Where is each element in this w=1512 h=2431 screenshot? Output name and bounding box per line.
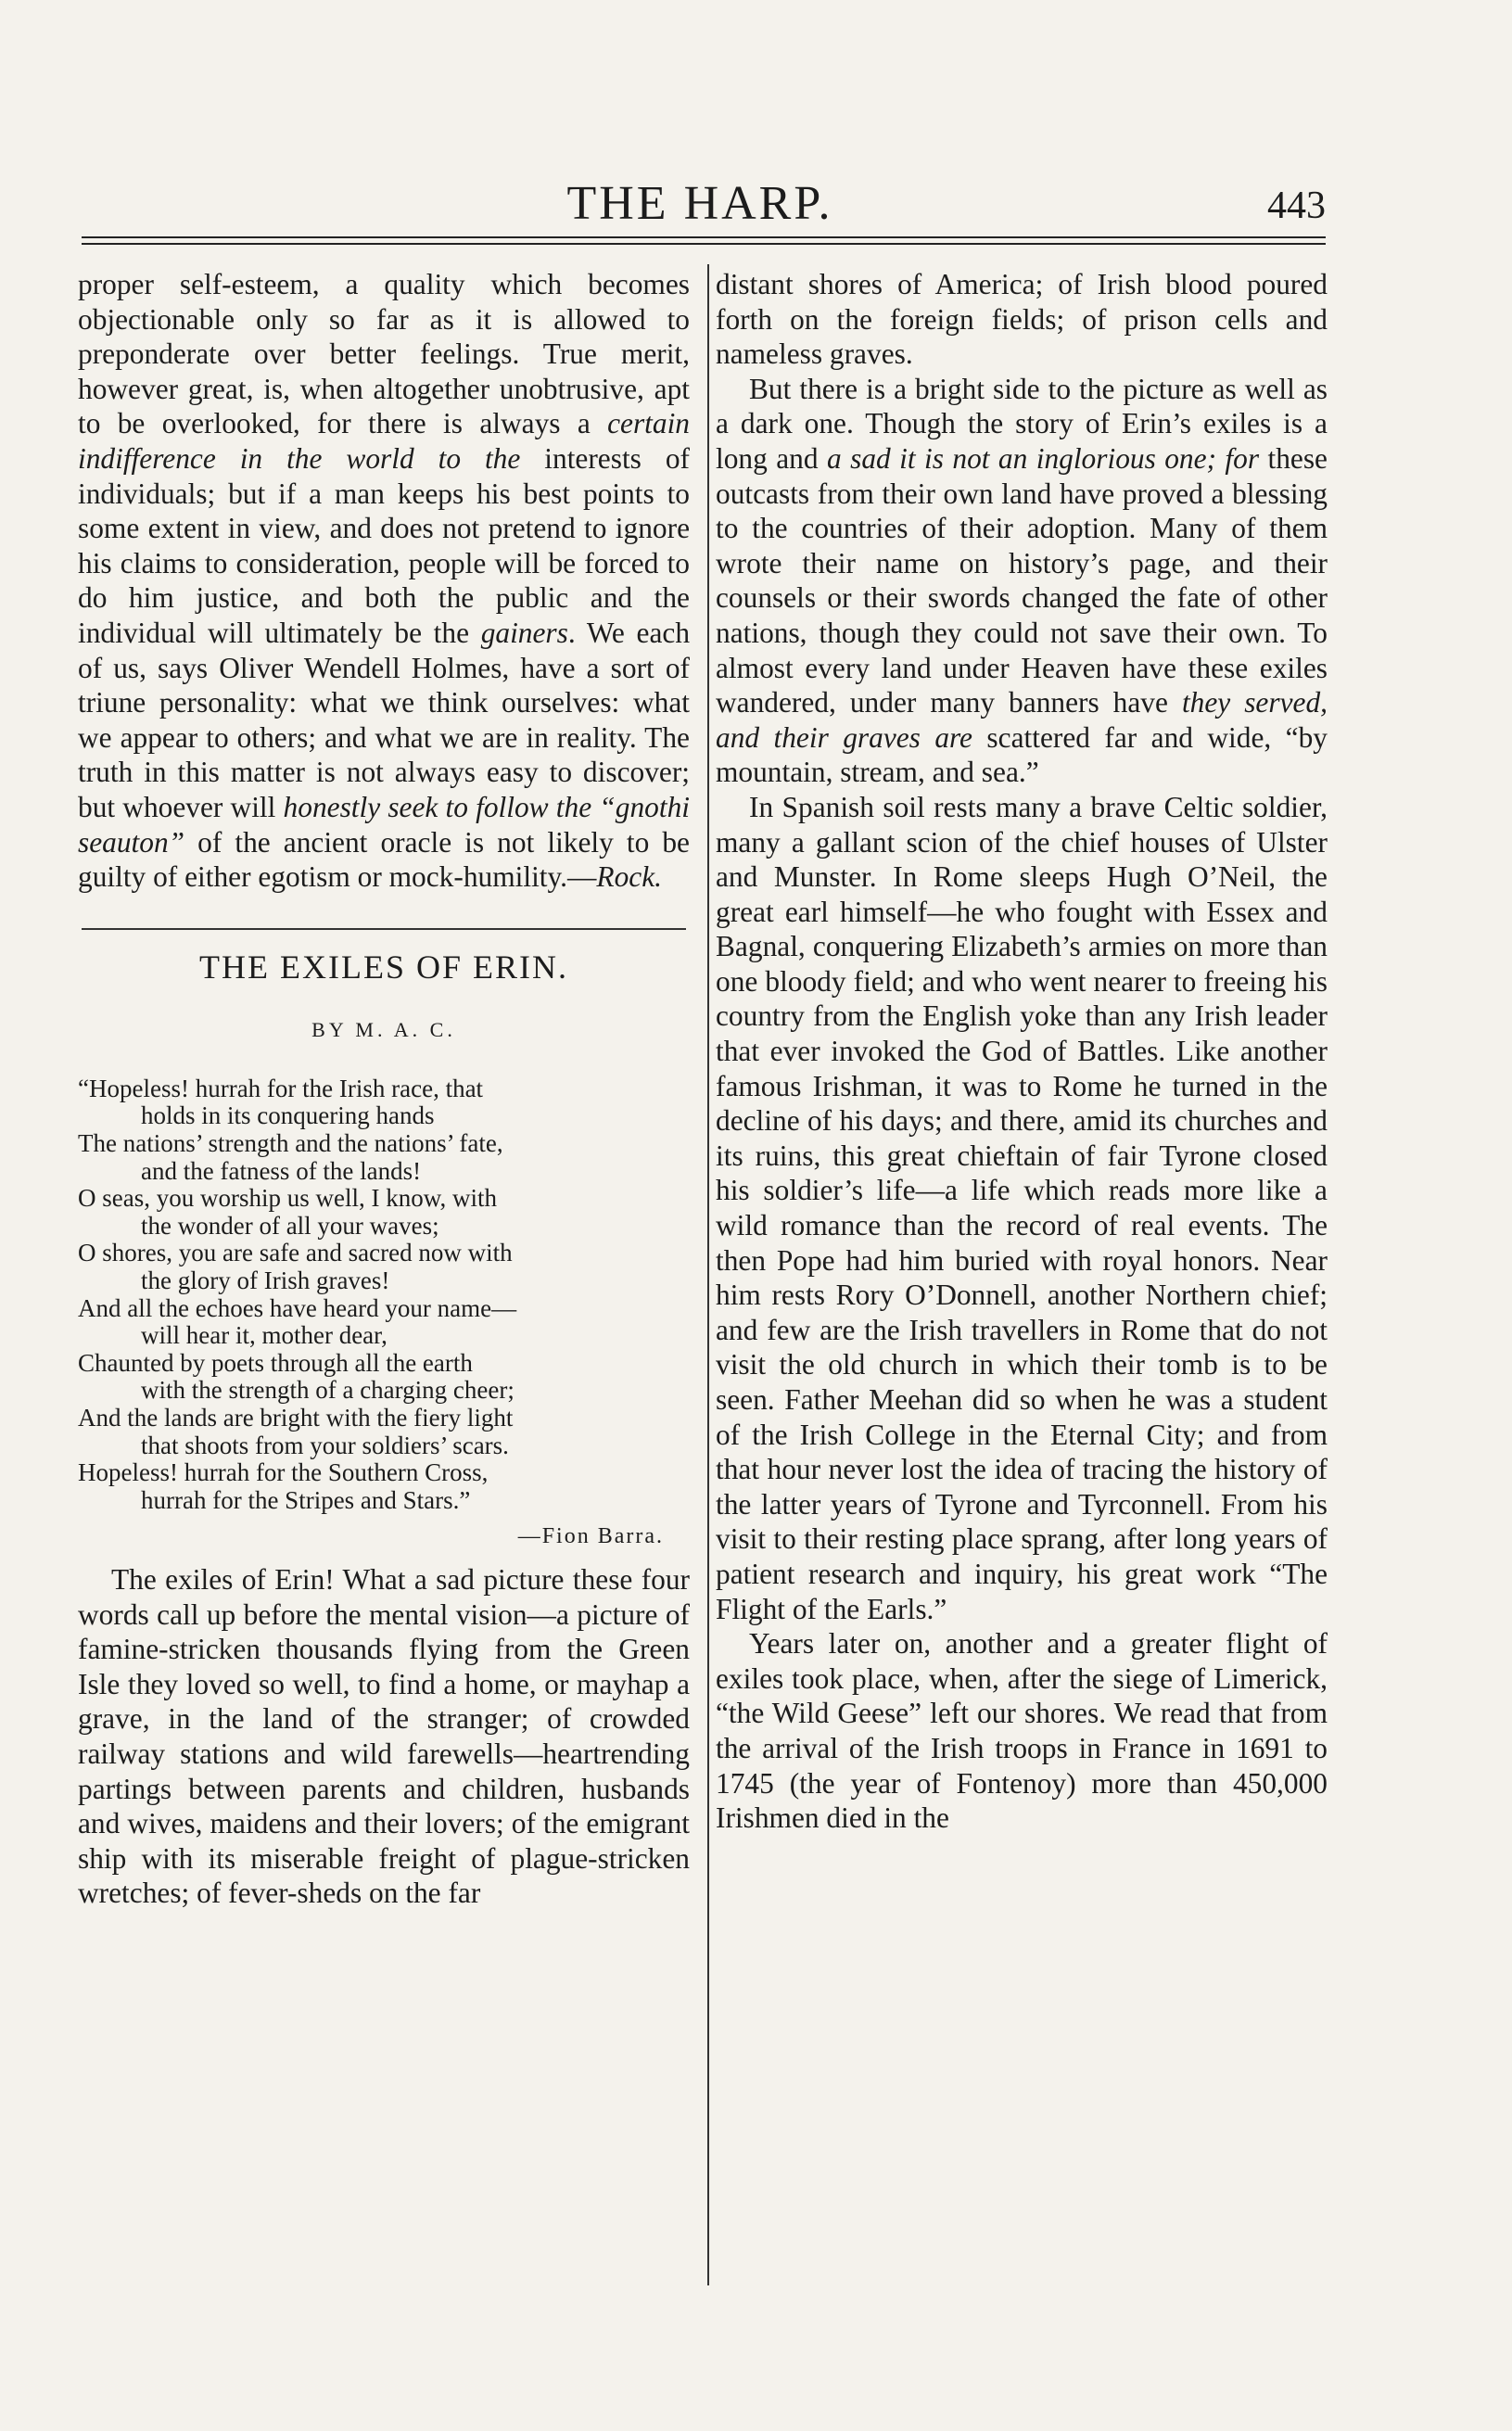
poem-line: with the strength of a charging cheer; xyxy=(141,1376,515,1405)
poem-line: holds in its conquering hands xyxy=(141,1101,435,1130)
poem-line: the wonder of all your waves; xyxy=(141,1211,439,1240)
poem-attribution: —Fion Barra. xyxy=(517,1524,664,1549)
intro-signature: Rock. xyxy=(596,860,663,894)
p2-text-3: scattered far and wide, “by mountain, stream, and sea.” xyxy=(716,720,1328,789)
intro-italic-3: honestly seek to follow the “gnothi seauton” xyxy=(78,790,690,859)
column-divider xyxy=(707,264,709,2285)
left-column xyxy=(78,267,690,1911)
intro-text-2: interests of individuals; but if a man keeps his best points to some extent in view, and does not pretend to ignore his claims to consideration, people will be forced to do him justice, and both the public and the individual will ultimately be the xyxy=(78,441,690,649)
body-paragraph-3: In Spanish soil rests many a brave Celtic soldier, many a gallant scion of the chief houses of Ulster and Munster. In Rome sleeps Hugh O’Neil, the great earl himself—he who fought with Essex and Bagnal, conquering Elizabeth’s armies on more than one bloody field; and who went nearer to freeing his country from the English yoke than any Irish leader that ever invoked the God of Battles. Like another famous Irishman, it was to Rome he turned in the decline of his days; and there, amid its churches and its ruins, this great chieftain of fair Tyrone closed his soldier’s life—a life which reads more like a wild romance than the record of real events. The then Pope had him buried with royal honors. Near him rests Rory O’Donnell, another Northern chief; and few are the Irish travellers in Rome that do not visit the old church in which their tomb is to be seen. Father Meehan did so when he was a student of the Irish College in the Eternal City; and from that hour never lost the idea of tracing the history of the latter years of Tyrone and Tyrconnell. From his visit to their resting place sprang, after long years of patient research and inquiry, his great work “The Flight of the Earls.” xyxy=(716,790,1328,1625)
body-paragraph-4: Years later on, another and a greater flight of exiles took place, when, after the siege of Limerick, “the Wild Geese” left our shores. We read that from the arrival of the Irish troops in France in 1691 to 1745 (the year of Fontenoy) more than 450,000 Irishmen died in the xyxy=(716,1627,1328,1835)
poem-line: And the lands are bright with the fiery light xyxy=(78,1404,514,1432)
article-title: THE EXILES OF ERIN. xyxy=(199,948,568,986)
poem-line: O seas, you worship us well, I know, with xyxy=(78,1184,497,1213)
p2-text-1: But there is a bright side to the picture as well as a dark one. Though the story of Erin’s exiles is a long and xyxy=(716,372,1328,475)
p2-text-2: these outcasts from their own land have proved a blessing to the countries of their adoption. Many of them wrote their name on history’s page, and their counsels or their swords changed the fate of other nations, though they could not save their own. To almost every land under Heaven have these exiles wandered, under many banners have xyxy=(716,441,1328,719)
intro-text-1: proper self-esteem, a quality which becomes objectionable only so far as it is allowed to preponderate over better feelings. True merit, however great, is, when altogether unobtrusive, apt to be overlooked, for there is always a xyxy=(78,268,690,440)
right-column xyxy=(716,267,1328,1836)
poem-line: the glory of Irish graves! xyxy=(141,1266,390,1295)
poem-line: that shoots from your soldiers’ scars. xyxy=(141,1431,509,1459)
section-divider xyxy=(82,928,686,930)
poem-line: Chaunted by poets through all the earth xyxy=(78,1348,473,1377)
header-rule-top xyxy=(82,236,1326,238)
poem-line: O shores, you are safe and sacred now with xyxy=(78,1239,513,1267)
poem-line: Hopeless! hurrah for the Southern Cross, xyxy=(78,1458,489,1487)
article-body-paragraph: The exiles of Erin! What a sad picture these four words call up before the mental vision—a picture of famine-stricken thousands flying from the Green Isle they loved so well, to find a home, or mayhap a grave, in the land of the stranger; of crowded railway stations and wild farewells—heartrending partings between parents and children, husbands and wives, maidens and their lovers; of the emigrant ship with its miserable freight of plague-stricken wretches; of fever-sheds on the far xyxy=(78,1562,690,1910)
page-number: 443 xyxy=(1267,185,1326,227)
page-title: THE HARP. xyxy=(566,177,833,230)
intro-italic-1: certain indifference in the world to the xyxy=(78,407,690,475)
header-rule-bottom xyxy=(82,243,1326,245)
article-byline: BY M. A. C. xyxy=(311,1018,456,1042)
poem-line: And all the echoes have heard your name— xyxy=(78,1293,517,1322)
running-head xyxy=(74,176,1326,241)
p2-italic-1: a sad it is not an inglorious one; for xyxy=(826,441,1260,475)
poem-line: hurrah for the Stripes and Stars.” xyxy=(141,1485,471,1514)
intro-italic-2: gainers xyxy=(480,616,568,649)
body-paragraph-1: distant shores of America; of Irish blood poured forth on the foreign fields; of prison cells and nameless graves. xyxy=(716,268,1328,371)
poem-line: will hear it, mother dear, xyxy=(141,1321,388,1350)
intro-text-4: of the ancient oracle is not likely to be guilty of either egotism or mock-humility.— xyxy=(78,825,690,894)
intro-text-3: . We each of us, says Oliver Wendell Holmes, have a sort of triune personality: what we think ourselves: what we appear to others; and what we are in reality. The truth in this matter is not always easy to discover; but whoever will xyxy=(78,616,691,823)
epigraph-poem xyxy=(78,1075,690,1515)
body-paragraph-2 xyxy=(716,372,1328,790)
poem-line: and the fatness of the lands! xyxy=(141,1156,422,1185)
poem-line: “Hopeless! hurrah for the Irish race, that xyxy=(78,1074,484,1102)
intro-paragraph xyxy=(78,267,690,895)
poem-line: The nations’ strength and the nations’ fate, xyxy=(78,1129,503,1158)
p2-italic-2: they served, and their graves are xyxy=(716,686,1328,754)
